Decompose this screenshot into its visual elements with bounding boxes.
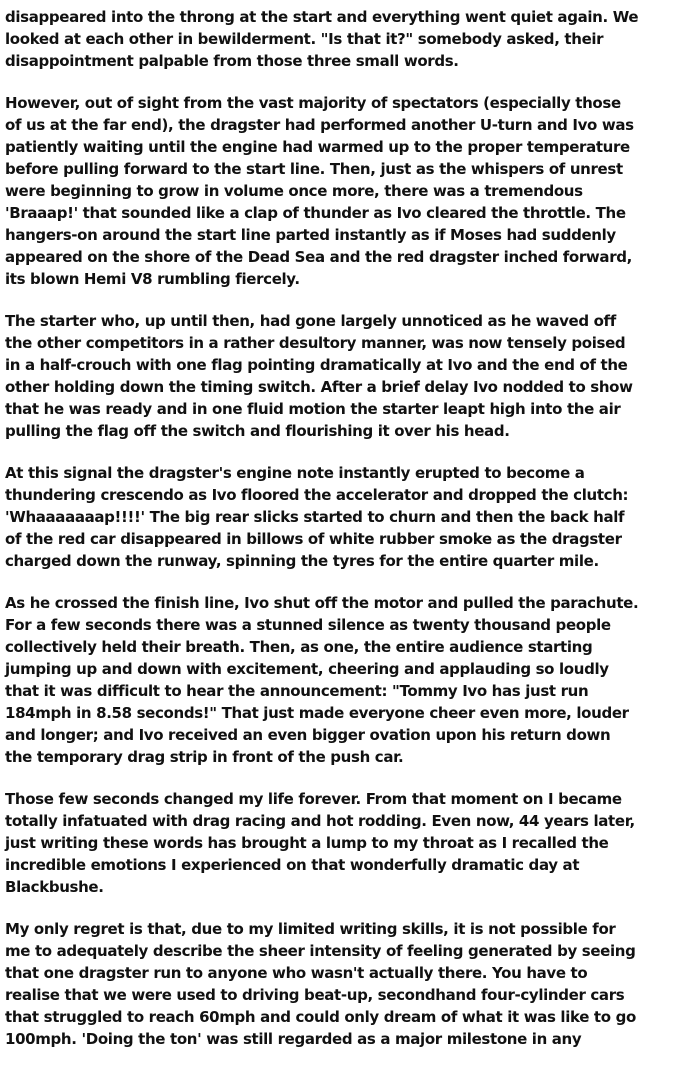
text-line: of the red car disappeared in billows of white rubber smoke as the dragster <box>5 530 622 548</box>
paragraph <box>5 918 685 1050</box>
text-line: me to adequately describe the sheer intensity of feeling generated by seeing <box>5 942 636 960</box>
text-line: its blown Hemi V8 rumbling fiercely. <box>5 270 300 288</box>
text-line: disappeared into the throng at the start and everything went quiet again. We <box>5 8 639 26</box>
text-line: the other competitors in a rather desultory manner, was now tensely poised <box>5 334 626 352</box>
text-line: that one dragster run to anyone who wasn't actually there. You have to <box>5 964 588 982</box>
text-line: realise that we were used to driving beat-up, secondhand four-cylinder cars <box>5 986 625 1004</box>
text-line: that he was ready and in one fluid motion the starter leapt high into the air <box>5 400 621 418</box>
paragraph <box>5 592 685 768</box>
text-line: For a few seconds there was a stunned silence as twenty thousand people <box>5 616 611 634</box>
text-line: As he crossed the finish line, Ivo shut off the motor and pulled the parachute. <box>5 594 639 612</box>
text-line: Those few seconds changed my life forever. From that moment on I became <box>5 790 622 808</box>
text-line: However, out of sight from the vast majority of spectators (especially those <box>5 94 621 112</box>
text-line: the temporary drag strip in front of the push car. <box>5 748 404 766</box>
paragraph <box>5 462 685 572</box>
text-line: 184mph in 8.58 seconds!" That just made everyone cheer even more, louder <box>5 704 629 722</box>
paragraph <box>5 92 685 290</box>
text-line: looked at each other in bewilderment. "Is that it?" somebody asked, their <box>5 30 604 48</box>
text-line: that it was difficult to hear the announcement: "Tommy Ivo has just run <box>5 682 589 700</box>
text-line: that struggled to reach 60mph and could only dream of what it was like to go <box>5 1008 636 1026</box>
text-line: in a half-crouch with one flag pointing dramatically at Ivo and the end of the <box>5 356 628 374</box>
text-line: disappointment palpable from those three small words. <box>5 52 459 70</box>
text-line: hangers-on around the start line parted instantly as if Moses had suddenly <box>5 226 616 244</box>
text-line: 'Whaaaaaaap!!!!' The big rear slicks started to churn and then the back half <box>5 508 625 526</box>
text-line: totally infatuated with drag racing and hot rodding. Even now, 44 years later, <box>5 812 635 830</box>
document-page <box>5 6 685 1070</box>
text-line: pulling the flag off the switch and flourishing it over his head. <box>5 422 510 440</box>
text-line: jumping up and down with excitement, cheering and applauding so loudly <box>5 660 609 678</box>
text-line: before pulling forward to the start line. Then, just as the whispers of unrest <box>5 160 623 178</box>
text-line: patiently waiting until the engine had warmed up to the proper temperature <box>5 138 630 156</box>
text-line: other holding down the timing switch. After a brief delay Ivo nodded to show <box>5 378 633 396</box>
text-line: At this signal the dragster's engine note instantly erupted to become a <box>5 464 585 482</box>
paragraph <box>5 310 685 442</box>
text-line: collectively held their breath. Then, as one, the entire audience starting <box>5 638 593 656</box>
paragraph <box>5 6 685 72</box>
text-line: were beginning to grow in volume once more, there was a tremendous <box>5 182 583 200</box>
text-line: just writing these words has brought a lump to my throat as I recalled the <box>5 834 609 852</box>
text-line: 'Braaap!' that sounded like a clap of thunder as Ivo cleared the throttle. The <box>5 204 626 222</box>
text-line: thundering crescendo as Ivo floored the accelerator and dropped the clutch: <box>5 486 629 504</box>
paragraph <box>5 788 685 898</box>
text-line: The starter who, up until then, had gone largely unnoticed as he waved off <box>5 312 616 330</box>
text-line: of us at the far end), the dragster had performed another U-turn and Ivo was <box>5 116 634 134</box>
text-line: Blackbushe. <box>5 878 104 896</box>
text-line: 100mph. 'Doing the ton' was still regarded as a major milestone in any <box>5 1030 582 1048</box>
text-line: appeared on the shore of the Dead Sea and the red dragster inched forward, <box>5 248 632 266</box>
text-line: and longer; and Ivo received an even bigger ovation upon his return down <box>5 726 611 744</box>
text-line: incredible emotions I experienced on that wonderfully dramatic day at <box>5 856 580 874</box>
text-line: My only regret is that, due to my limited writing skills, it is not possible for <box>5 920 616 938</box>
text-line: charged down the runway, spinning the tyres for the entire quarter mile. <box>5 552 599 570</box>
